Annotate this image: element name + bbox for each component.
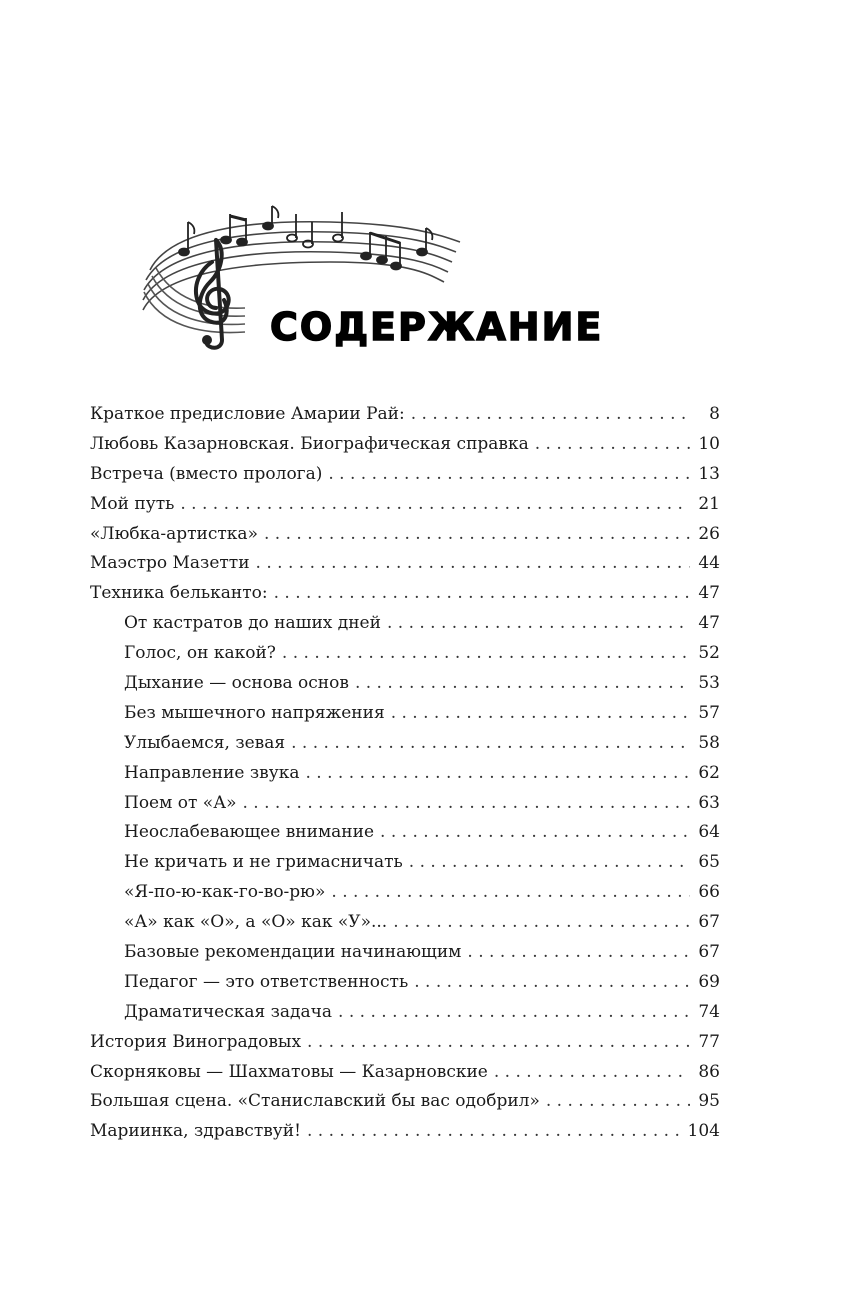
toc-dot-leader <box>305 759 690 789</box>
toc-dot-leader <box>409 848 691 878</box>
toc-page-number: 86 <box>698 1061 720 1082</box>
toc-entry-title: Встреча (вместо пролога) <box>90 463 323 484</box>
toc-entry[interactable] <box>90 430 720 460</box>
toc-entry-title: Мой путь <box>90 493 175 514</box>
toc-dot-leader <box>180 490 690 520</box>
toc-dot-leader <box>282 639 690 669</box>
toc-entry-title: Педагог — это ответственность <box>124 971 409 992</box>
toc-entry[interactable] <box>90 490 720 520</box>
toc-entry-title: Голос, он какой? <box>124 643 276 664</box>
toc-entry-title: «Любка-артистка» <box>90 523 258 544</box>
toc-entry-title: Неослабевающее внимание <box>124 822 375 843</box>
toc-page-number: 63 <box>698 792 720 813</box>
toc-dot-leader <box>387 609 690 639</box>
toc-entry[interactable] <box>90 639 720 669</box>
toc-page-number: 26 <box>698 523 720 544</box>
toc-entry[interactable] <box>90 789 720 819</box>
toc-entry-title: Краткое предисловие Амарии Рай: <box>90 404 405 424</box>
toc-dot-leader <box>546 1087 690 1117</box>
toc-dot-leader <box>535 430 691 460</box>
toc-entry-title: История Виноградовых <box>90 1031 302 1052</box>
toc-entry[interactable] <box>90 699 720 729</box>
toc-entry[interactable] <box>90 1028 720 1058</box>
toc-dot-leader <box>411 400 692 430</box>
toc-entry[interactable] <box>90 669 720 699</box>
toc-entry[interactable] <box>90 1087 720 1117</box>
toc-page-number: 10 <box>698 433 720 454</box>
toc-dot-leader <box>380 818 690 848</box>
toc-entry[interactable] <box>90 729 720 759</box>
toc-entry[interactable] <box>90 1117 720 1147</box>
toc-page-number: 104 <box>687 1121 720 1142</box>
toc-entry[interactable] <box>90 1058 720 1088</box>
toc-entry[interactable] <box>90 998 720 1028</box>
toc-entry-title: Без мышечного напряжения <box>124 702 385 723</box>
toc-entry[interactable] <box>90 609 720 639</box>
toc-dot-leader <box>355 669 690 699</box>
toc-entry-title: Дыхание — основа основ <box>124 673 349 694</box>
toc-page-number: 66 <box>698 882 720 903</box>
contents-header <box>130 200 604 360</box>
toc-page-number: 57 <box>698 702 720 723</box>
toc-entry[interactable] <box>90 520 720 550</box>
toc-entry-title: Улыбаемся, зевая <box>124 732 286 753</box>
toc-entry-title: От кастратов до наших дней <box>124 613 381 634</box>
toc-dot-leader <box>291 729 690 759</box>
toc-dot-leader <box>328 460 690 490</box>
toc-page-number: 74 <box>698 1001 720 1022</box>
toc-page-number: 62 <box>698 762 720 783</box>
toc-dot-leader <box>331 878 690 908</box>
toc-dot-leader <box>391 699 691 729</box>
toc-entry[interactable] <box>90 848 720 878</box>
toc-entry[interactable] <box>90 549 720 579</box>
toc-entry[interactable] <box>90 579 720 609</box>
toc-entry-title: Направление звука <box>124 762 300 783</box>
toc-page-number: 67 <box>698 912 720 933</box>
toc-page-number: 44 <box>698 553 720 574</box>
toc-entry[interactable] <box>90 400 720 430</box>
toc-dot-leader <box>467 938 690 968</box>
toc-entry-title: Драматическая задача <box>124 1001 333 1022</box>
toc-page-number: 21 <box>698 493 720 514</box>
toc-page-number: 13 <box>698 463 720 484</box>
toc-entry[interactable] <box>90 878 720 908</box>
toc-entry[interactable] <box>90 968 720 998</box>
toc-entry[interactable] <box>90 908 720 938</box>
toc-page-number: 47 <box>698 583 720 604</box>
toc-dot-leader <box>264 520 690 550</box>
toc-page-number: 58 <box>698 732 720 753</box>
toc-dot-leader <box>494 1058 691 1088</box>
toc-page-number: 77 <box>698 1031 720 1052</box>
toc-entry-title: Скорняковы — Шахматовы — Казарновские <box>90 1061 488 1082</box>
toc-page-number: 65 <box>698 852 720 873</box>
toc-page-number: 47 <box>698 613 720 634</box>
toc-entry[interactable] <box>90 938 720 968</box>
table-of-contents <box>90 400 720 1147</box>
toc-entry[interactable] <box>90 818 720 848</box>
page-title: СОДЕРЖАНИЕ <box>270 305 604 349</box>
toc-entry-title: Базовые рекомендации начинающим <box>124 942 462 963</box>
toc-dot-leader <box>307 1117 680 1147</box>
toc-dot-leader <box>274 579 691 609</box>
toc-page-number: 69 <box>698 971 720 992</box>
toc-entry-title: Маэстро Мазетти <box>90 553 250 574</box>
toc-dot-leader <box>393 908 690 938</box>
toc-dot-leader <box>256 549 691 579</box>
toc-entry-title: Любовь Казарновская. Биографическая справка <box>90 433 529 454</box>
toc-page-number: 95 <box>698 1091 720 1112</box>
toc-dot-leader <box>414 968 690 998</box>
toc-entry-title: Поем от «А» <box>124 792 237 813</box>
toc-dot-leader <box>307 1028 690 1058</box>
toc-page-number: 64 <box>698 822 720 843</box>
toc-page-number: 67 <box>698 942 720 963</box>
toc-dot-leader <box>242 789 690 819</box>
toc-page-number: 8 <box>709 404 720 424</box>
toc-entry-title: Техника бельканто: <box>90 583 268 604</box>
toc-page-number: 53 <box>698 673 720 694</box>
toc-page-number: 52 <box>698 643 720 664</box>
toc-entry-title: Не кричать и не гримасничать <box>124 852 403 873</box>
toc-entry[interactable] <box>90 460 720 490</box>
toc-entry[interactable] <box>90 759 720 789</box>
toc-entry-title: «А» как «О», а «О» как «У»... <box>124 912 388 933</box>
toc-entry-title: «Я-по-ю-как-го-во-рю» <box>124 882 326 903</box>
toc-entry-title: Большая сцена. «Станиславский бы вас одобрил» <box>90 1091 540 1112</box>
toc-entry-title: Мариинка, здравствуй! <box>90 1121 301 1142</box>
toc-dot-leader <box>338 998 690 1028</box>
